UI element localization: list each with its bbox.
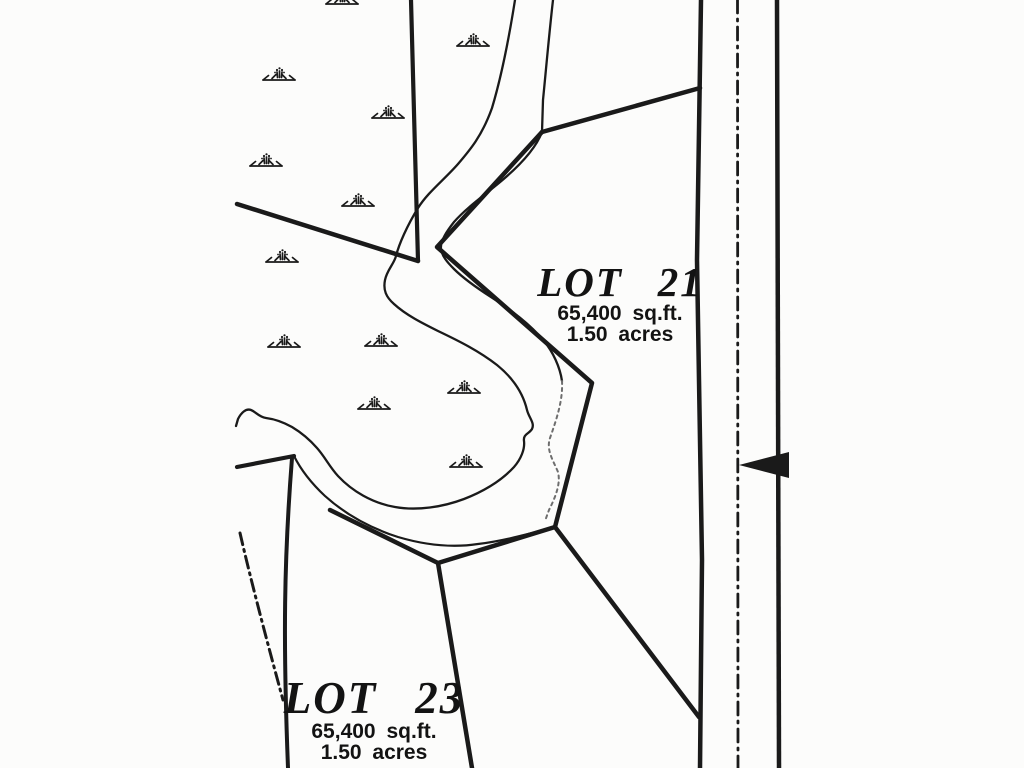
- vegetation-icon: [326, 0, 358, 4]
- lot-21-name: LOT 21: [537, 259, 703, 305]
- lot-23-label: [259, 673, 489, 764]
- vegetation-icon: [266, 249, 298, 262]
- vegetation-icon: [263, 67, 295, 80]
- vegetation-icon: [342, 193, 374, 206]
- road-centerline: [738, 0, 739, 768]
- lot-21-label: [505, 259, 735, 346]
- road-left-edge-line: [697, 0, 702, 768]
- vegetation-icon: [372, 105, 404, 118]
- lot21-south-boundary-to-road: [555, 527, 699, 717]
- setback-dashed-line: [240, 533, 283, 700]
- vegetation-icon: [250, 153, 282, 166]
- vegetation-icon: [268, 334, 300, 347]
- vegetation-icon: [457, 33, 489, 46]
- boundary-northwest-diagonal: [237, 204, 418, 261]
- vegetation-icon: [365, 333, 397, 346]
- lot-21-area-sqft: 65,400 sq.ft.: [557, 302, 683, 325]
- vegetation-icon: [358, 396, 390, 409]
- lot-21-area-acres: 1.50 acres: [566, 323, 674, 346]
- boundary-spur-west: [237, 456, 294, 467]
- lot21-north-boundary: [542, 88, 700, 132]
- direction-arrow-icon: [739, 452, 789, 478]
- boundary-north-vertical: [411, 0, 418, 261]
- vegetation-icon: [448, 380, 480, 393]
- creek-east-bank-dotted: [545, 381, 562, 521]
- road-right-edge-line: [777, 0, 779, 768]
- lot-23-name: LOT 23: [283, 673, 465, 723]
- lot-23-area-sqft: 65,400 sq.ft.: [311, 720, 437, 743]
- lot-23-area-acres: 1.50 acres: [320, 741, 428, 764]
- vegetation-icon: [450, 454, 482, 467]
